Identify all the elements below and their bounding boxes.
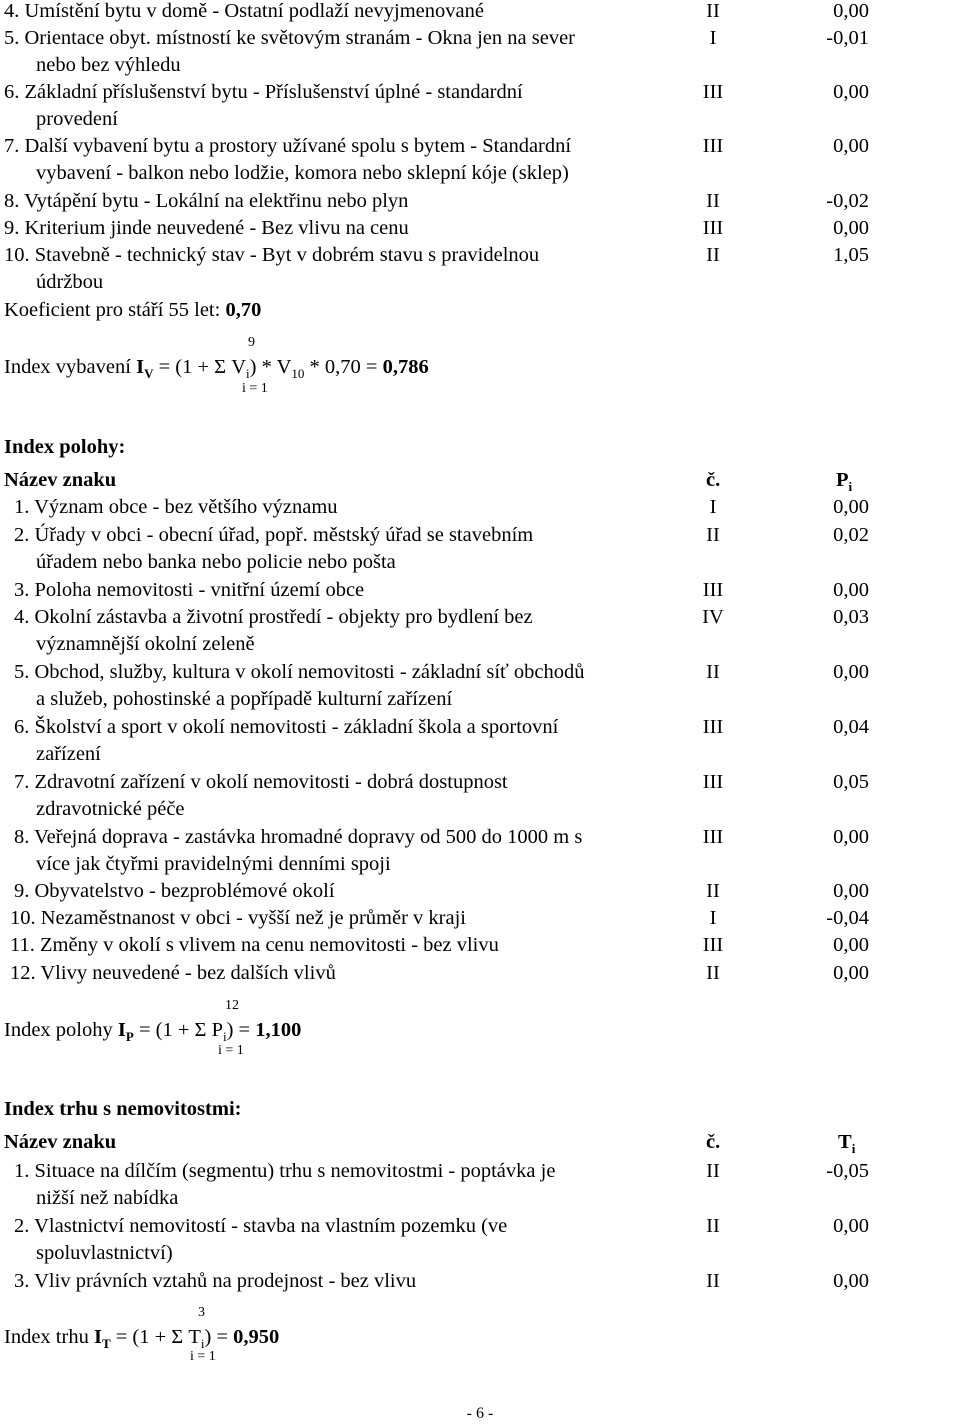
equipment-index-expr-sub-i: i [246,366,250,382]
equipment-row-8-text: 8. Vytápění bytu - Lokální na elektřinu nebo plyn [4,190,409,212]
equipment-index-expr-a: = (1 + Σ V [153,356,247,378]
location-row-5-text: 5. Obchod, služby, kultura v okolí nemovitosti - základní síť obchodů [14,661,585,683]
location-index-prefix: Index polohy [4,1019,118,1041]
market-index-upper-limit: 3 [198,1305,205,1320]
location-row-3-class: III [702,579,724,601]
market-index-result: 0,950 [233,1326,280,1348]
equipment-row-10-cont: údržbou [36,271,104,293]
equipment-row-6-cont: provedení [36,108,118,130]
location-row-7-text: 7. Zdravotní zařízení v okolí nemovitosti - dobrá dostupnost [14,771,508,793]
location-index-sub: P [125,1029,134,1045]
market-row-2-value: 0,00 [833,1215,869,1237]
location-index-expr-a: = (1 + Σ P [133,1019,223,1041]
location-index-upper-limit: 12 [225,998,239,1013]
equipment-row-8-class: II [706,190,720,212]
location-row-3-text: 3. Poloha nemovitosti - vnitřní území obce [14,579,365,601]
market-row-3-class: II [706,1270,720,1292]
age-coefficient-label: Koeficient pro stáří 55 let: [4,299,226,321]
location-row-7-value: 0,05 [833,771,869,793]
location-row-8-cont: více jak čtyřmi pravidelnými denními spoji [36,853,391,875]
equipment-row-7-class: III [702,135,724,157]
location-row-6-text: 6. Školství a sport v okolí nemovitosti - základní škola a sportovní [14,716,559,738]
equipment-index-formula [4,354,429,387]
location-row-2-class: II [706,524,720,546]
location-row-1-text: 1. Význam obce - bez většího významu [14,496,338,518]
market-row-1-text: 1. Situace na dílčím (segmentu) trhu s nemovitostmi - poptávka je [14,1160,556,1182]
market-col-name: Název znaku [4,1131,117,1153]
equipment-row-5-text: 5. Orientace obyt. místností ke světovým stranám - Okna jen na sever [4,27,576,49]
equipment-row-9-value: 0,00 [833,217,869,239]
market-row-2-cont: spoluvlastnictví) [36,1242,173,1264]
location-row-11-class: III [702,934,724,956]
location-row-7-cont: zdravotnické péče [36,798,185,820]
location-row-2-value: 0,02 [833,524,869,546]
location-index-expr-sub-i: i [222,1029,227,1045]
market-row-1-cont: nižší než nabídka [36,1187,179,1209]
location-index-symbol: I [117,1019,126,1041]
equipment-index-lower-limit: i = 1 [242,381,268,396]
equipment-row-4-class: II [706,0,720,22]
market-row-2-text: 2. Vlastnictví nemovitostí - stavba na vlastním pozemku (ve [14,1215,508,1237]
location-row-11-value: 0,00 [833,934,869,956]
location-row-3-value: 0,00 [833,579,869,601]
equipment-index-prefix: Index vybavení [4,356,137,378]
equipment-index-symbol: I [136,356,145,378]
location-row-5-cont: a služeb, pohostinské a popřípadě kulturní zařízení [36,688,453,710]
location-row-12-text: 12. Vlivy neuvedené - bez dalších vlivů [10,962,336,984]
equipment-row-8-value: -0,02 [826,190,869,212]
age-coefficient-value: 0,70 [225,299,262,321]
market-heading: Index trhu s nemovitostmi: [4,1098,242,1120]
location-heading: Index polohy: [4,436,126,458]
location-row-9-class: II [706,880,720,902]
location-row-6-cont: zařízení [36,743,101,765]
market-col-no: č. [706,1131,721,1153]
market-index-expr-a: = (1 + Σ T [110,1326,201,1348]
equipment-index-expr-c: * 0,70 = [304,356,383,378]
equipment-index-result: 0,786 [382,356,429,378]
location-row-10-text: 10. Nezaměstnanost v obci - vyšší než je průměr v kraji [10,907,466,929]
equipment-row-4-text: 4. Umístění bytu v domě - Ostatní podlaží nevyjmenované [4,0,484,22]
location-col-val-sub: i [848,479,853,495]
location-row-10-value: -0,04 [826,907,869,929]
location-row-6-class: III [702,716,724,738]
market-row-1-value: -0,05 [826,1160,869,1182]
equipment-row-5-cont: nebo bez výhledu [36,54,181,76]
location-row-8-text: 8. Veřejná doprava - zastávka hromadné dopravy od 500 do 1000 m s [14,826,583,848]
location-row-4-text: 4. Okolní zástavba a životní prostředí - objekty pro bydlení bez [14,606,533,628]
market-index-formula [4,1324,279,1357]
equipment-row-4-value: 0,00 [833,0,869,22]
location-row-4-class: IV [702,606,724,628]
location-row-4-cont: významnější okolní zeleně [36,633,255,655]
market-index-lower-limit: i = 1 [190,1349,216,1364]
age-coefficient [4,297,261,323]
equipment-row-10-value: 1,05 [833,244,869,266]
location-row-11-text: 11. Změny v okolí s vlivem na cenu nemovitosti - bez vlivu [10,934,499,956]
location-col-name: Název znaku [4,469,117,491]
equipment-row-7-value: 0,00 [833,135,869,157]
equipment-row-7-text: 7. Další vybavení bytu a prostory užívané spolu s bytem - Standardní [4,135,572,157]
location-index-formula [4,1017,301,1050]
location-row-1-value: 0,00 [833,496,869,518]
market-index-symbol: I [93,1326,102,1348]
market-row-3-text: 3. Vliv právních vztahů na prodejnost - bez vlivu [14,1270,417,1292]
equipment-row-10-class: II [706,244,720,266]
location-row-4-value: 0,03 [833,606,869,628]
market-col-val-sub: i [851,1141,856,1157]
location-index-lower-limit: i = 1 [218,1043,244,1058]
location-row-5-class: II [706,661,720,683]
location-row-7-class: III [702,771,724,793]
equipment-index-expr-sub-10: 10 [291,366,305,382]
location-row-12-value: 0,00 [833,962,869,984]
location-row-8-class: III [702,826,724,848]
equipment-index-upper-limit: 9 [248,335,255,350]
location-col-no: č. [706,469,721,491]
equipment-row-5-class: I [709,27,717,49]
location-row-9-value: 0,00 [833,880,869,902]
location-row-5-value: 0,00 [833,661,869,683]
location-row-8-value: 0,00 [833,826,869,848]
location-row-1-class: I [709,496,717,518]
market-row-1-class: II [706,1160,720,1182]
equipment-index-sub: V [144,366,154,382]
market-row-2-class: II [706,1215,720,1237]
equipment-row-7-cont: vybavení - balkon nebo lodžie, komora nebo sklepní kóje (sklep) [36,162,569,184]
location-row-2-cont: úřadem nebo banka nebo policie nebo pošta [36,551,396,573]
equipment-row-6-value: 0,00 [833,81,869,103]
equipment-index-expr-b: ) * V [249,356,292,378]
equipment-row-9-class: III [702,217,724,239]
location-row-12-class: II [706,962,720,984]
market-index-expr-sub-i: i [200,1336,205,1352]
location-index-result: 1,100 [255,1019,302,1041]
market-index-expr-b: ) = [204,1326,234,1348]
location-index-expr-b: ) = [226,1019,256,1041]
location-col-val-symbol: P [836,469,849,491]
market-index-prefix: Index trhu [4,1326,94,1348]
location-row-2-text: 2. Úřady v obci - obecní úřad, popř. městský úřad se stavebním [14,524,534,546]
equipment-row-6-text: 6. Základní příslušenství bytu - Příslušenství úplné - standardní [4,81,523,103]
page-number: - 6 - [466,1405,494,1422]
location-row-9-text: 9. Obyvatelstvo - bezproblémové okolí [14,880,335,902]
equipment-row-5-value: -0,01 [826,27,869,49]
location-row-6-value: 0,04 [833,716,869,738]
equipment-row-10-text: 10. Stavebně - technický stav - Byt v dobrém stavu s pravidelnou [4,244,540,266]
market-row-3-value: 0,00 [833,1270,869,1292]
market-col-val-symbol: T [838,1131,852,1153]
equipment-row-9-text: 9. Kriterium jinde neuvedené - Bez vlivu na cenu [4,217,409,239]
location-row-10-class: I [709,907,717,929]
market-index-sub: T [101,1336,111,1352]
equipment-row-6-class: III [702,81,724,103]
